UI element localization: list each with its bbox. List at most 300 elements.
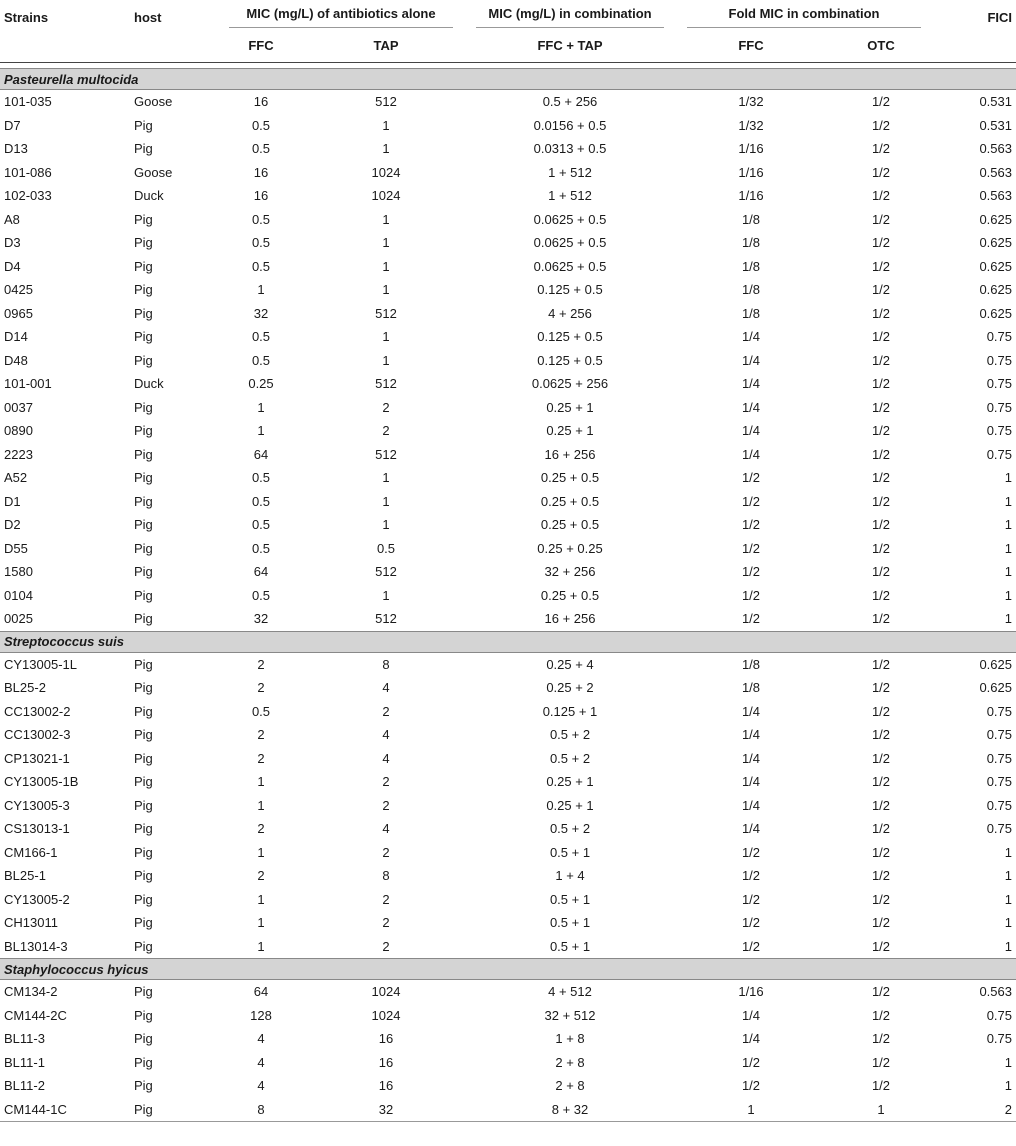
cell-host: Pig xyxy=(134,774,153,790)
cell-tap-alone: 2 xyxy=(382,797,390,813)
cell-fold-otc: 1/2 xyxy=(871,844,891,860)
cell-strain: CH13011 xyxy=(4,915,58,931)
cell-fici: 0.563 xyxy=(979,164,1012,180)
table-row xyxy=(0,137,1016,161)
cell-tap-alone: 1 xyxy=(382,587,390,603)
cell-fold-ffc: 1/2 xyxy=(741,540,761,556)
cell-ffc-tap-combination: 32 + 256 xyxy=(544,564,596,580)
cell-ffc-alone: 2 xyxy=(257,750,265,766)
cell-host: Pig xyxy=(134,1007,153,1023)
cell-strain: D1 xyxy=(4,493,21,509)
cell-host: Pig xyxy=(134,680,153,696)
cell-fici: 0.75 xyxy=(986,727,1012,743)
cell-ffc-tap-combination: 32 + 512 xyxy=(544,1007,596,1023)
cell-ffc-alone: 0.5 xyxy=(251,587,271,603)
cell-strain: CM144-2C xyxy=(4,1007,67,1023)
cell-strain: BL25-1 xyxy=(4,868,46,884)
cell-fici: 0.625 xyxy=(979,235,1012,251)
cell-ffc-alone: 128 xyxy=(250,1007,272,1023)
table-row xyxy=(0,817,1016,841)
cell-fici: 0.75 xyxy=(986,750,1012,766)
cell-ffc-alone: 2 xyxy=(257,680,265,696)
cell-fici: 1 xyxy=(1004,891,1012,907)
cell-tap-alone: 1 xyxy=(382,517,390,533)
cell-tap-alone: 1 xyxy=(382,493,390,509)
section-header-row xyxy=(0,959,1016,980)
cell-fold-otc: 1/2 xyxy=(871,1031,891,1047)
cell-fici: 0.75 xyxy=(986,399,1012,415)
cell-fold-otc: 1/2 xyxy=(871,423,891,439)
cell-ffc-alone: 8 xyxy=(216,1098,306,1122)
table-row xyxy=(0,794,1016,818)
cell-fold-otc: 1/2 xyxy=(871,493,891,509)
cell-host: Duck xyxy=(134,376,164,392)
table-row xyxy=(0,676,1016,700)
cell-strain: CM166-1 xyxy=(4,844,58,860)
table-row xyxy=(0,841,1016,865)
cell-strain: CY13005-1B xyxy=(4,774,79,790)
cell-tap-alone: 512 xyxy=(375,376,397,392)
cell-ffc-tap-combination: 1 + 512 xyxy=(548,188,592,204)
cell-fold-otc: 1/2 xyxy=(871,750,891,766)
cell-host: Pig xyxy=(134,656,153,672)
cell-fold-otc: 1/2 xyxy=(871,94,891,110)
table-row xyxy=(0,278,1016,302)
cell-fici: 0.531 xyxy=(979,94,1012,110)
cell-ffc-tap-combination: 0.5 + 2 xyxy=(549,727,591,743)
cell-tap-alone: 1 xyxy=(382,117,390,133)
cell-ffc-tap-combination: 0.0625 + 256 xyxy=(531,376,609,392)
cell-host: Pig xyxy=(134,517,153,533)
section-title: Pasteurella multocida xyxy=(0,69,1016,90)
table-header xyxy=(0,0,1016,63)
cell-host: Pig xyxy=(134,727,153,743)
cell-fold-ffc: 1/4 xyxy=(741,1031,761,1047)
cell-fici: 1 xyxy=(1004,611,1012,627)
cell-fold-ffc: 1/2 xyxy=(741,493,761,509)
cell-strain: CY13005-3 xyxy=(4,797,70,813)
cell-ffc-alone: 1 xyxy=(257,915,265,931)
cell-ffc-tap-combination: 0.25 + 0.5 xyxy=(540,587,600,603)
cell-ffc-tap-combination: 0.5 + 256 xyxy=(542,94,598,110)
table-row xyxy=(0,537,1016,561)
cell-host: Pig xyxy=(134,587,153,603)
cell-fold-ffc: 1/2 xyxy=(741,891,761,907)
cell-ffc-tap-combination: 0.5 + 1 xyxy=(549,844,591,860)
section-header-row xyxy=(0,69,1016,90)
cell-strain: 2223 xyxy=(4,446,33,462)
cell-ffc-tap-combination: 0.0625 + 0.5 xyxy=(533,235,607,251)
cell-fold-ffc: 1 xyxy=(674,1098,828,1122)
cell-host: Pig xyxy=(134,938,153,954)
table-row xyxy=(0,90,1016,114)
cell-fold-otc: 1/2 xyxy=(871,446,891,462)
cell-tap-alone: 1024 xyxy=(371,164,401,180)
cell-ffc-alone: 16 xyxy=(253,94,269,110)
cell-fold-otc: 1/2 xyxy=(871,1054,891,1070)
cell-ffc-tap-combination: 0.125 + 0.5 xyxy=(537,282,603,298)
table-row xyxy=(0,372,1016,396)
subheader-ffc: FFC xyxy=(248,37,274,53)
cell-ffc-tap-combination: 2 + 8 xyxy=(555,1078,585,1094)
cell-ffc-alone: 4 xyxy=(257,1054,265,1070)
header-group-alone: MIC (mg/L) of antibiotics alone xyxy=(216,0,466,28)
cell-fold-ffc: 1/32 xyxy=(738,94,764,110)
cell-tap-alone: 2 xyxy=(382,703,390,719)
cell-strain: D3 xyxy=(4,235,21,251)
cell-host: Pig xyxy=(134,821,153,837)
cell-ffc-tap-combination: 0.25 + 1 xyxy=(546,774,594,790)
cell-fold-ffc: 1/2 xyxy=(741,1054,761,1070)
cell-strain: 102-033 xyxy=(4,188,52,204)
cell-ffc-alone: 2 xyxy=(257,727,265,743)
cell-strain: 0425 xyxy=(4,282,33,298)
table-row xyxy=(0,607,1016,631)
cell-host: Pig xyxy=(134,305,153,321)
cell-ffc-tap-combination: 16 + 256 xyxy=(544,611,596,627)
cell-strain: BL13014-3 xyxy=(4,938,68,954)
cell-fold-otc: 1 xyxy=(828,1098,934,1122)
section-header-row xyxy=(0,631,1016,652)
cell-host: Pig xyxy=(134,915,153,931)
cell-fici: 0.75 xyxy=(986,797,1012,813)
cell-fici: 1 xyxy=(1004,517,1012,533)
cell-fold-otc: 1/2 xyxy=(871,282,891,298)
cell-ffc-tap-combination: 0.0313 + 0.5 xyxy=(533,141,607,157)
cell-tap-alone: 4 xyxy=(382,727,390,743)
table-row xyxy=(0,911,1016,935)
cell-fici: 0.625 xyxy=(979,656,1012,672)
cell-strain: CC13002-3 xyxy=(4,727,71,743)
table-row xyxy=(0,652,1016,676)
table-row xyxy=(0,161,1016,185)
cell-fold-otc: 1/2 xyxy=(871,938,891,954)
cell-ffc-alone: 2 xyxy=(257,821,265,837)
table-row xyxy=(0,1004,1016,1028)
table-row xyxy=(0,935,1016,959)
cell-ffc-alone: 4 xyxy=(257,1078,265,1094)
cell-ffc-alone: 32 xyxy=(253,611,269,627)
cell-tap-alone: 16 xyxy=(378,1078,394,1094)
cell-ffc-alone: 0.5 xyxy=(251,211,271,227)
cell-tap-alone: 512 xyxy=(375,94,397,110)
cell-host: Pig xyxy=(134,352,153,368)
table-row xyxy=(0,255,1016,279)
cell-ffc-alone: 2 xyxy=(257,656,265,672)
cell-fici: 0.75 xyxy=(986,1007,1012,1023)
cell-tap-alone: 8 xyxy=(382,868,390,884)
cell-strain: D13 xyxy=(4,141,28,157)
cell-fici: 1 xyxy=(1004,493,1012,509)
cell-tap-alone: 1 xyxy=(382,352,390,368)
cell-fici: 0.563 xyxy=(979,141,1012,157)
cell-fold-ffc: 1/8 xyxy=(741,305,761,321)
cell-strain: CY13005-2 xyxy=(4,891,70,907)
cell-ffc-tap-combination: 0.25 + 0.5 xyxy=(540,493,600,509)
cell-ffc-alone: 1 xyxy=(257,423,265,439)
cell-strain: CS13013-1 xyxy=(4,821,70,837)
cell-strain: CY13005-1L xyxy=(4,656,77,672)
cell-fold-otc: 1/2 xyxy=(871,821,891,837)
subheader-fold-ffc: FFC xyxy=(738,37,764,53)
cell-fici: 0.75 xyxy=(986,821,1012,837)
cell-strain: 101-035 xyxy=(4,94,52,110)
cell-ffc-tap-combination: 0.25 + 4 xyxy=(546,656,594,672)
table-row xyxy=(0,1098,1016,1122)
cell-host: Pig xyxy=(134,423,153,439)
cell-fold-otc: 1/2 xyxy=(871,915,891,931)
cell-fici: 1 xyxy=(1004,938,1012,954)
cell-fold-otc: 1/2 xyxy=(871,656,891,672)
cell-ffc-alone: 1 xyxy=(257,774,265,790)
cell-fold-ffc: 1/4 xyxy=(741,446,761,462)
cell-tap-alone: 1024 xyxy=(371,984,401,1000)
cell-ffc-alone: 32 xyxy=(253,305,269,321)
cell-fold-otc: 1/2 xyxy=(871,470,891,486)
cell-ffc-alone: 1 xyxy=(257,891,265,907)
cell-ffc-alone: 0.5 xyxy=(251,352,271,368)
cell-ffc-tap-combination: 0.5 + 1 xyxy=(549,915,591,931)
cell-tap-alone: 16 xyxy=(378,1054,394,1070)
cell-fold-ffc: 1/16 xyxy=(738,164,764,180)
cell-strain: A52 xyxy=(4,470,28,486)
cell-strain: D14 xyxy=(4,329,28,345)
cell-tap-alone: 1 xyxy=(382,235,390,251)
cell-fold-ffc: 1/8 xyxy=(741,680,761,696)
cell-fold-ffc: 1/4 xyxy=(741,750,761,766)
cell-ffc-alone: 0.5 xyxy=(251,493,271,509)
cell-fold-ffc: 1/4 xyxy=(741,821,761,837)
cell-fold-ffc: 1/2 xyxy=(741,470,761,486)
cell-ffc-alone: 0.5 xyxy=(251,117,271,133)
cell-ffc-tap-combination: 0.25 + 1 xyxy=(546,797,594,813)
table-row xyxy=(0,700,1016,724)
cell-tap-alone: 4 xyxy=(382,750,390,766)
cell-fold-otc: 1/2 xyxy=(871,984,891,1000)
cell-fici: 0.625 xyxy=(979,680,1012,696)
cell-fici: 1 xyxy=(1004,915,1012,931)
cell-tap-alone: 2 xyxy=(382,915,390,931)
cell-strain: 101-001 xyxy=(4,376,52,392)
table-row xyxy=(0,349,1016,373)
cell-host: Duck xyxy=(134,188,164,204)
table-row xyxy=(0,443,1016,467)
cell-fold-otc: 1/2 xyxy=(871,211,891,227)
cell-tap-alone: 1 xyxy=(382,282,390,298)
cell-ffc-alone: 1 xyxy=(257,399,265,415)
cell-fold-otc: 1/2 xyxy=(871,141,891,157)
cell-fold-ffc: 1/4 xyxy=(741,423,761,439)
cell-fold-ffc: 1/32 xyxy=(738,117,764,133)
cell-host: Pig xyxy=(134,282,153,298)
cell-host: Pig xyxy=(134,235,153,251)
cell-host: Pig xyxy=(134,797,153,813)
cell-strain: 1580 xyxy=(4,564,33,580)
cell-ffc-tap-combination: 2 + 8 xyxy=(555,1054,585,1070)
cell-fold-ffc: 1/2 xyxy=(741,517,761,533)
cell-strain: D4 xyxy=(4,258,21,274)
cell-tap-alone: 512 xyxy=(375,305,397,321)
cell-strain: D48 xyxy=(4,352,28,368)
cell-strain: CM134-2 xyxy=(4,984,58,1000)
cell-ffc-tap-combination: 4 + 256 xyxy=(548,305,592,321)
cell-fici: 1 xyxy=(1004,564,1012,580)
cell-ffc-tap-combination: 0.25 + 1 xyxy=(546,399,594,415)
cell-fold-ffc: 1/2 xyxy=(741,611,761,627)
cell-ffc-tap-combination: 4 + 512 xyxy=(548,984,592,1000)
cell-fici: 0.625 xyxy=(979,282,1012,298)
cell-fold-ffc: 1/2 xyxy=(741,938,761,954)
cell-fold-otc: 1/2 xyxy=(871,188,891,204)
cell-fold-otc: 1/2 xyxy=(871,868,891,884)
cell-fici: 0.625 xyxy=(979,258,1012,274)
cell-fold-otc: 1/2 xyxy=(871,1078,891,1094)
section-title: Staphylococcus hyicus xyxy=(0,959,1016,980)
cell-fici: 0.625 xyxy=(979,305,1012,321)
cell-ffc-alone: 0.5 xyxy=(251,517,271,533)
cell-ffc-alone: 16 xyxy=(253,188,269,204)
cell-fold-ffc: 1/4 xyxy=(741,352,761,368)
cell-host: Pig xyxy=(134,703,153,719)
cell-fold-otc: 1/2 xyxy=(871,680,891,696)
cell-host: Pig xyxy=(134,493,153,509)
cell-fold-ffc: 1/8 xyxy=(741,235,761,251)
cell-ffc-tap-combination: 0.0156 + 0.5 xyxy=(533,117,607,133)
cell-tap-alone: 2 xyxy=(382,423,390,439)
cell-tap-alone: 8 xyxy=(382,656,390,672)
cell-fici: 1 xyxy=(1004,540,1012,556)
cell-fold-ffc: 1/4 xyxy=(741,797,761,813)
cell-ffc-alone: 0.5 xyxy=(251,703,271,719)
subheader-tap: TAP xyxy=(373,37,399,53)
cell-fold-ffc: 1/8 xyxy=(741,282,761,298)
cell-ffc-alone: 4 xyxy=(257,1031,265,1047)
cell-host: Pig xyxy=(134,611,153,627)
cell-fici: 0.75 xyxy=(986,446,1012,462)
header-host: host xyxy=(134,9,162,25)
cell-ffc-alone: 64 xyxy=(253,446,269,462)
cell-host: Pig xyxy=(134,141,153,157)
cell-fold-otc: 1/2 xyxy=(871,258,891,274)
header-group-combination: MIC (mg/L) in combination xyxy=(466,0,674,28)
cell-fici: 1 xyxy=(1004,470,1012,486)
cell-fold-ffc: 1/4 xyxy=(741,399,761,415)
cell-ffc-alone: 1 xyxy=(257,282,265,298)
cell-fici: 0.75 xyxy=(986,352,1012,368)
cell-host: Pig xyxy=(134,1031,153,1047)
cell-host: Pig xyxy=(134,564,153,580)
cell-ffc-alone: 0.5 xyxy=(251,540,271,556)
cell-fici: 0.625 xyxy=(979,211,1012,227)
cell-tap-alone: 2 xyxy=(382,774,390,790)
table-body xyxy=(0,63,1016,1122)
table-row xyxy=(0,513,1016,537)
cell-fold-otc: 1/2 xyxy=(871,329,891,345)
cell-fici: 0.563 xyxy=(979,984,1012,1000)
table-row xyxy=(0,466,1016,490)
cell-strain: BL11-2 xyxy=(4,1078,45,1094)
subheader-fold-otc: OTC xyxy=(867,37,895,53)
cell-ffc-tap-combination: 16 + 256 xyxy=(544,446,596,462)
cell-fold-ffc: 1/4 xyxy=(741,376,761,392)
cell-tap-alone: 2 xyxy=(382,399,390,415)
table-row xyxy=(0,208,1016,232)
cell-host: Pig xyxy=(134,211,153,227)
cell-fold-ffc: 1/4 xyxy=(741,703,761,719)
cell-fold-ffc: 1/8 xyxy=(741,258,761,274)
header-fici: FICI xyxy=(987,9,1012,25)
cell-fold-otc: 1/2 xyxy=(871,727,891,743)
cell-host: Pig xyxy=(134,1078,153,1094)
table-row xyxy=(0,747,1016,771)
cell-ffc-alone: 0.5 xyxy=(251,235,271,251)
cell-host: Pig xyxy=(134,891,153,907)
cell-host: Pig xyxy=(134,117,153,133)
header-strains: Strains xyxy=(4,9,49,25)
cell-fold-ffc: 1/2 xyxy=(741,587,761,603)
cell-fici: 0.75 xyxy=(986,329,1012,345)
cell-strain: CC13002-2 xyxy=(4,703,71,719)
table-row xyxy=(0,184,1016,208)
cell-fici: 1 xyxy=(1004,844,1012,860)
cell-fold-otc: 1/2 xyxy=(871,305,891,321)
cell-tap-alone: 1024 xyxy=(371,1007,401,1023)
table-row xyxy=(0,980,1016,1004)
cell-fold-ffc: 1/8 xyxy=(741,211,761,227)
cell-fold-ffc: 1/4 xyxy=(741,329,761,345)
cell-tap-alone: 512 xyxy=(375,564,397,580)
cell-ffc-alone: 64 xyxy=(253,564,269,580)
subheader-ffc-tap: FFC + TAP xyxy=(537,37,603,53)
cell-ffc-tap-combination: 1 + 8 xyxy=(555,1031,585,1047)
cell-strain: CM144-1C xyxy=(0,1098,130,1122)
cell-tap-alone: 2 xyxy=(382,938,390,954)
cell-ffc-tap-combination: 0.125 + 0.5 xyxy=(537,352,603,368)
table-row xyxy=(0,1074,1016,1098)
table-row xyxy=(0,231,1016,255)
cell-fici: 0.563 xyxy=(979,188,1012,204)
cell-strain: 0037 xyxy=(4,399,33,415)
cell-strain: D55 xyxy=(4,540,28,556)
cell-host: Pig xyxy=(130,1098,216,1122)
cell-strain: BL25-2 xyxy=(4,680,46,696)
cell-fold-otc: 1/2 xyxy=(871,540,891,556)
cell-fold-otc: 1/2 xyxy=(871,564,891,580)
cell-fold-ffc: 1/4 xyxy=(741,727,761,743)
cell-fici: 0.75 xyxy=(986,703,1012,719)
cell-strain: 101-086 xyxy=(4,164,52,180)
table-row xyxy=(0,560,1016,584)
table-row xyxy=(0,1027,1016,1051)
cell-tap-alone: 1 xyxy=(382,141,390,157)
cell-fici: 2 xyxy=(934,1098,1016,1122)
cell-host: Goose xyxy=(134,164,173,180)
cell-fold-ffc: 1/2 xyxy=(741,844,761,860)
cell-ffc-tap-combination: 0.5 + 2 xyxy=(549,821,591,837)
table-row xyxy=(0,770,1016,794)
cell-fold-ffc: 1/8 xyxy=(741,656,761,672)
cell-host: Pig xyxy=(134,750,153,766)
cell-ffc-tap-combination: 1 + 512 xyxy=(548,164,592,180)
cell-ffc-tap-combination: 0.5 + 1 xyxy=(549,891,591,907)
cell-ffc-tap-combination: 0.125 + 1 xyxy=(542,703,598,719)
table-row xyxy=(0,1051,1016,1075)
cell-host: Pig xyxy=(134,399,153,415)
cell-tap-alone: 1024 xyxy=(371,188,401,204)
cell-host: Pig xyxy=(134,844,153,860)
cell-tap-alone: 32 xyxy=(306,1098,466,1122)
cell-fold-otc: 1/2 xyxy=(871,891,891,907)
